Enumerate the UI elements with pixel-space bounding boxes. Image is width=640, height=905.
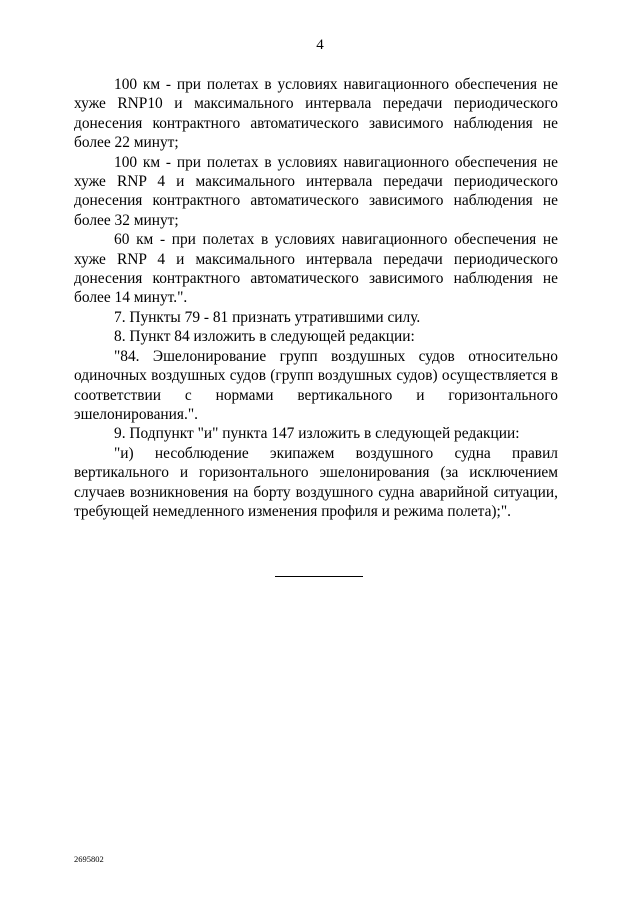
paragraph-subpoint-i: "и) несоблюдение экипажем воздушного судна правил вертикального и горизонтального эшелонирования (за исключением случаев возникновения на борту воздушного судна аварийной ситуации, требующей немедленного изменения профиля и режима полета);". bbox=[74, 444, 558, 520]
page-number: 4 bbox=[316, 37, 324, 53]
paragraph-separation-rnp10: 100 км - при полетах в условиях навигационного обеспечения не хуже RNP10 и максимального интервала передачи периодического донесения контрактного автоматического зависимого наблюдения не более 22 минут; bbox=[74, 76, 558, 152]
paragraph-item-8: 8. Пункт 84 изложить в следующей редакции: bbox=[114, 328, 415, 346]
paragraph-separation-rnp4-32: 100 км - при полетах в условиях навигационного обеспечения не хуже RNP 4 и максимального интервала передачи периодического донесения контрактного автоматического зависимого наблюдения не более 32 минут; bbox=[74, 153, 558, 229]
document-code: 2695802 bbox=[74, 854, 104, 864]
paragraph-separation-rnp4-14: 60 км - при полетах в условиях навигационного обеспечения не хуже RNP 4 и максимального интервала передачи периодического донесения контрактного автоматического зависимого наблюдения не более 14 минут.". bbox=[74, 231, 558, 307]
end-divider-line bbox=[275, 576, 363, 577]
document-body bbox=[74, 75, 558, 521]
paragraph-item-7: 7. Пункты 79 - 81 признать утратившими силу. bbox=[114, 308, 421, 326]
paragraph-point-84: "84. Эшелонирование групп воздушных судов относительно одиночных воздушных судов (групп воздушных судов) осуществляется в соответствии с нормами вертикального и горизонтального эшелонирования.". bbox=[74, 347, 558, 423]
paragraph-item-9: 9. Подпункт "и" пункта 147 изложить в следующей редакции: bbox=[114, 425, 520, 443]
